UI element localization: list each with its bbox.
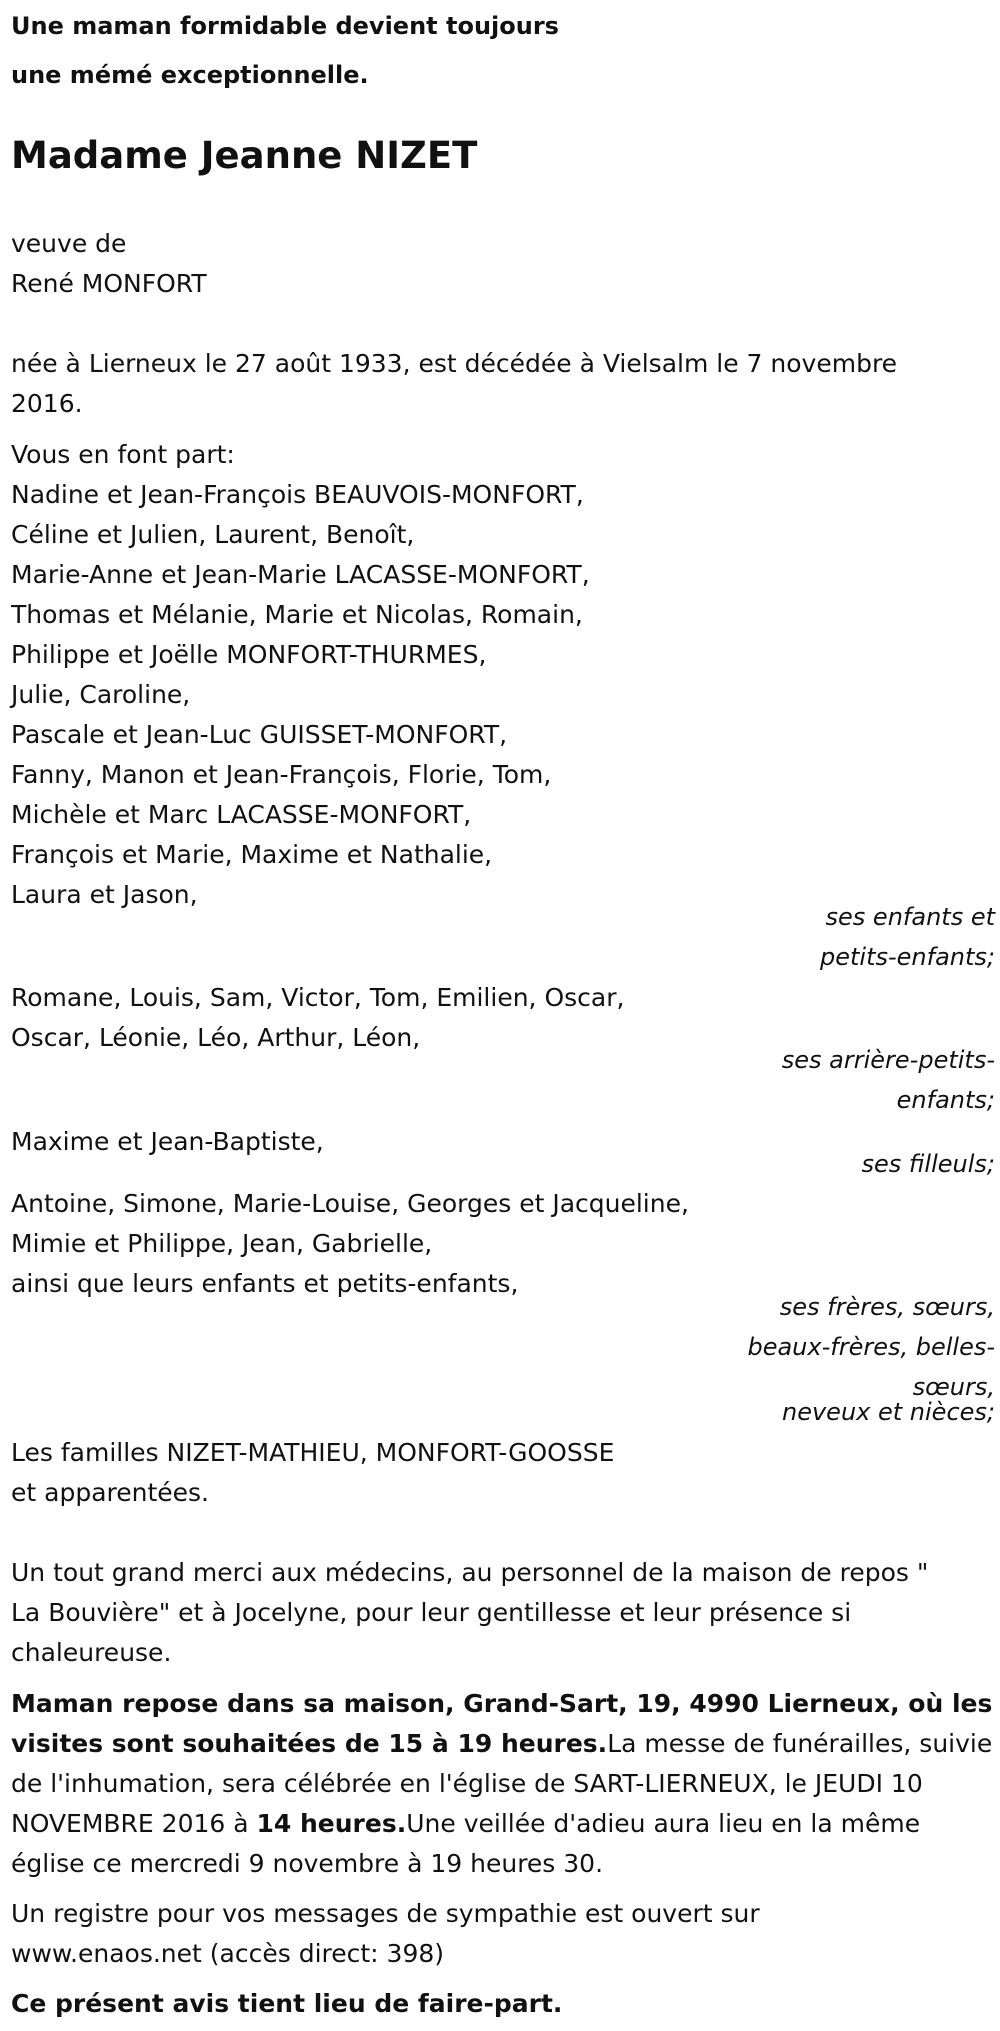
great-grandchildren-role-line-2: enfants; [896,1086,995,1114]
thanks-line: chaleureuse. [11,1638,172,1667]
funeral-line-5: église ce mercredi 9 novembre à 19 heures 30. [11,1849,604,1878]
vigil-text: Une veillée d'adieu aura lieu en la même [406,1809,921,1838]
children-line: François et Marie, Maxime et Nathalie, [11,840,493,869]
children-line: Thomas et Mélanie, Marie et Nicolas, Romain, [11,600,583,629]
funeral-line-1: Maman repose dans sa maison, Grand-Sart, 19, 4990 Lierneux, où les [11,1689,993,1718]
great-grandchildren-role-line-1: ses arrière-petits- [781,1046,995,1074]
children-line: Julie, Caroline, [11,680,191,709]
thanks-line: La Bouvière" et à Jocelyne, pour leur gentillesse et leur présence si [11,1598,852,1627]
funeral-mass-text: La messe de funérailles, suivie [607,1729,993,1758]
families-line-2: et apparentées. [11,1478,209,1507]
siblings-role-line-3: sœurs, [912,1373,995,1401]
funeral-line-2 [11,1724,992,1764]
children-role-line-2: petits-enfants; [820,943,995,971]
children-line: Fanny, Manon et Jean-François, Florie, Tom, [11,760,552,789]
siblings-line: Mimie et Philippe, Jean, Gabrielle, [11,1229,433,1258]
funeral-time: 14 heures. [256,1809,407,1838]
motto-line-2: une mémé exceptionnelle. [11,61,369,89]
motto-line-1: Une maman formidable devient toujours [11,12,559,40]
birth-death-line-2: 2016. [11,389,83,418]
children-line: Marie-Anne et Jean-Marie LACASSE-MONFORT, [11,560,590,589]
siblings-line: ainsi que leurs enfants et petits-enfants, [11,1269,519,1298]
children-line: Philippe et Joëlle MONFORT-THURMES, [11,640,487,669]
funeral-line-3: de l'inhumation, sera célébrée en l'église de SART-LIERNEUX, le JEUDI 10 [11,1769,923,1798]
children-role-line-1: ses enfants et [825,903,995,931]
visiting-hours: visites sont souhaitées de 15 à 19 heures. [11,1729,608,1758]
godchildren: Maxime et Jean-Baptiste, [11,1127,324,1156]
children-line: Michèle et Marc LACASSE-MONFORT, [11,800,472,829]
children-line: Nadine et Jean-François BEAUVOIS-MONFORT, [11,480,584,509]
siblings-role-line-4: neveux et nièces; [782,1398,995,1426]
registry-line-1: Un registre pour vos messages de sympathie est ouvert sur [11,1899,760,1928]
spouse-name: René MONFORT [11,269,207,298]
families-line-1: Les familles NIZET-MATHIEU, MONFORT-GOOSSE [11,1438,615,1467]
siblings-role-line-2: beaux-frères, belles- [747,1333,995,1361]
funeral-line-4 [11,1804,920,1844]
registry-line-2: www.enaos.net (accès direct: 398) [11,1939,445,1968]
siblings-line: Antoine, Simone, Marie-Louise, Georges et Jacqueline, [11,1189,689,1218]
children-line: Laura et Jason, [11,880,198,909]
godchildren-role: ses filleuls; [861,1150,995,1178]
great-grandchildren-line: Romane, Louis, Sam, Victor, Tom, Emilien, Oscar, [11,983,625,1012]
children-line: Céline et Julien, Laurent, Benoît, [11,520,415,549]
birth-death-line-1: née à Lierneux le 27 août 1933, est décédée à Vielsalm le 7 novembre [11,349,898,378]
deceased-name: Madame Jeanne NIZET [11,134,478,177]
thanks-line: Un tout grand merci aux médecins, au personnel de la maison de repos " [11,1558,929,1587]
siblings-role-line-1: ses frères, sœurs, [779,1293,995,1321]
announce-intro: Vous en font part: [11,440,235,469]
great-grandchildren-line: Oscar, Léonie, Léo, Arthur, Léon, [11,1023,421,1052]
funeral-date-text: NOVEMBRE 2016 à [11,1809,257,1838]
closing-note: Ce présent avis tient lieu de faire-part. [11,1989,563,2018]
children-line: Pascale et Jean-Luc GUISSET-MONFORT, [11,720,508,749]
spouse-intro: veuve de [11,229,127,258]
